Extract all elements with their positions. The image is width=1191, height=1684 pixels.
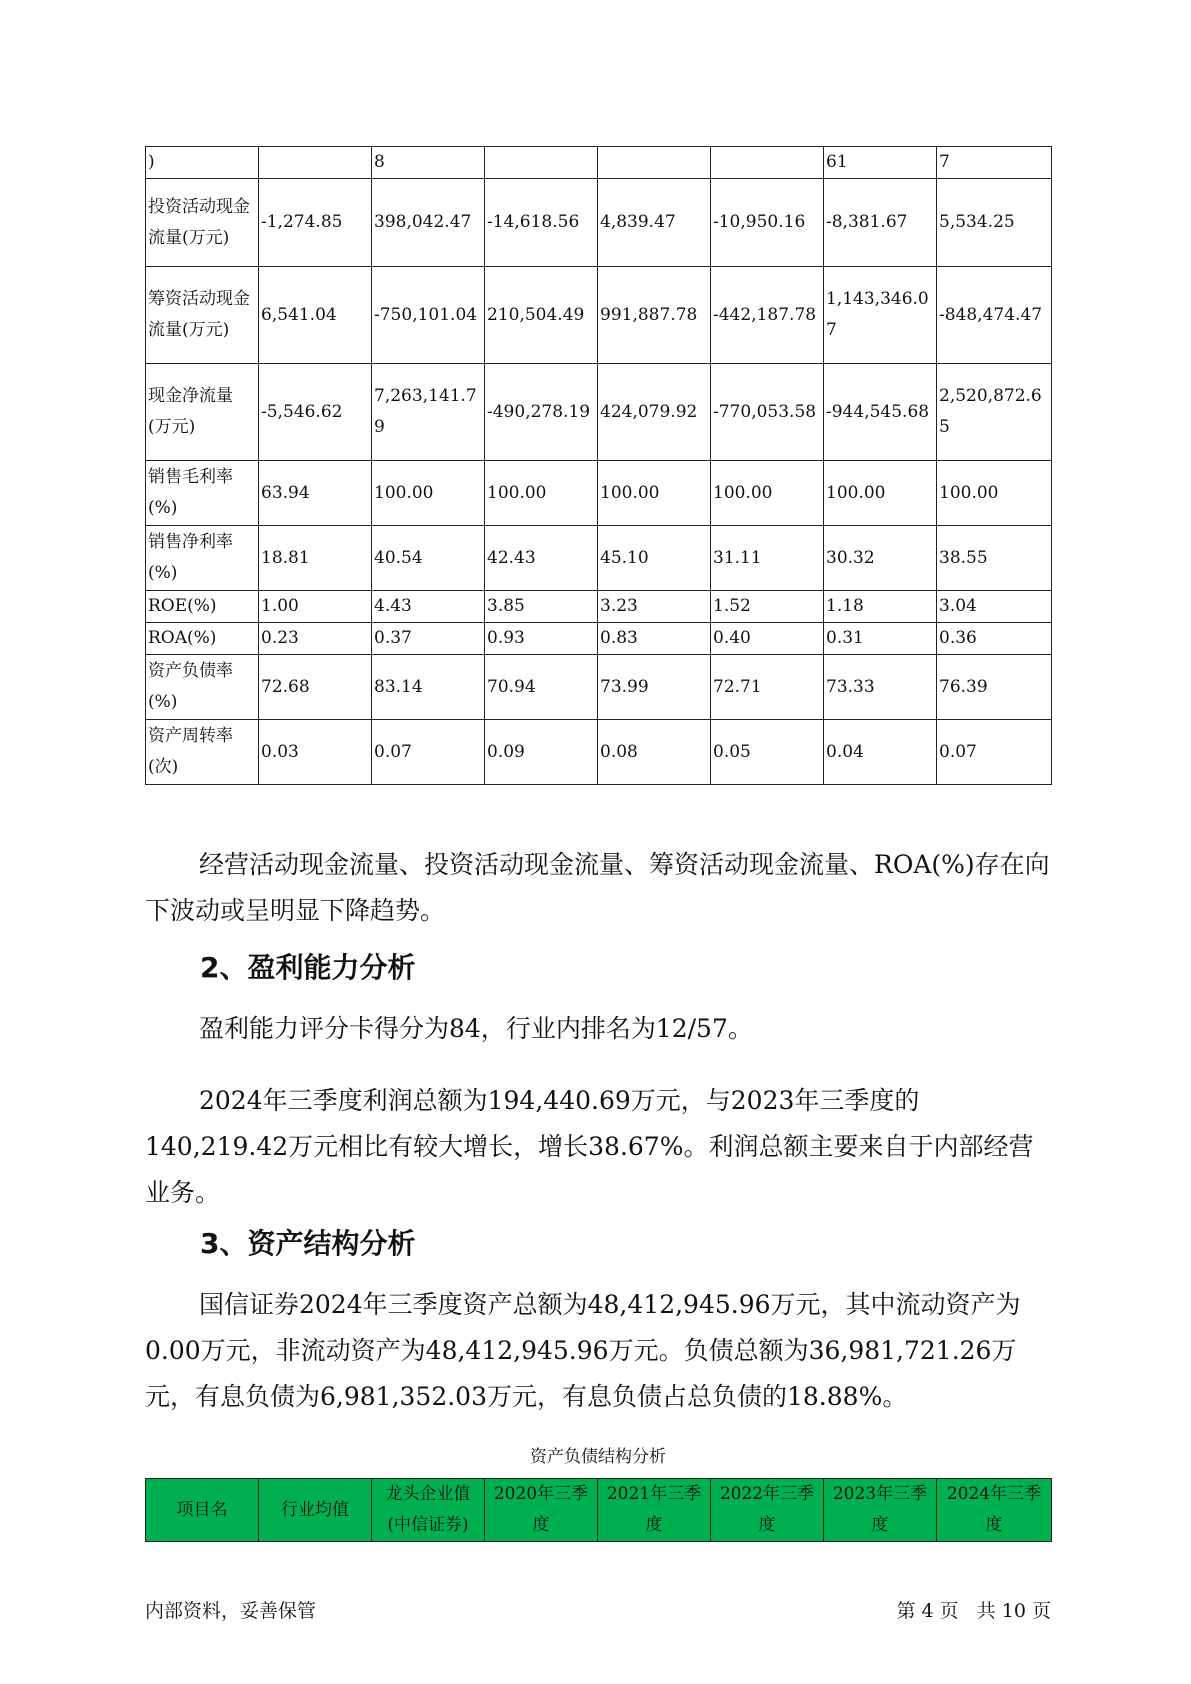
table-cell: -944,545.68 [824,364,937,461]
table-row [146,591,1052,623]
table-cell: 0.37 [372,623,485,655]
table-cell: 1.00 [259,591,372,623]
table-row [146,461,1052,526]
row-label: 资产周转率(次) [146,720,259,785]
table-cell: 76.39 [937,655,1052,720]
table-cell: 100.00 [824,461,937,526]
table-cell: -848,474.47 [937,267,1052,364]
table-cell: 38.55 [937,526,1052,591]
heading-asset-structure: 3、资产结构分析 [200,1227,416,1260]
table-cell: 72.71 [711,655,824,720]
heading-profitability: 2、盈利能力分析 [200,951,416,984]
table-cell: 0.07 [372,720,485,785]
header-cell: 2023年三季度 [824,1479,937,1542]
table-cell: 398,042.47 [372,179,485,267]
table-cell: 0.08 [598,720,711,785]
paragraph-trend: 经营活动现金流量、投资活动现金流量、筹资活动现金流量、ROA(%)存在向下波动或呈明显下降趋势。 [145,850,1050,925]
table-cell: 100.00 [372,461,485,526]
table-cell: 1.52 [711,591,824,623]
table-row [146,179,1052,267]
table-cell: -770,053.58 [711,364,824,461]
table-cell: -1,274.85 [259,179,372,267]
row-label: ) [146,147,259,179]
table-cell: -490,278.19 [485,364,598,461]
table-cell [485,147,598,179]
row-label: 销售净利率(%) [146,526,259,591]
row-label: ROE(%) [146,591,259,623]
table-cell: 0.04 [824,720,937,785]
table-cell [711,147,824,179]
header-cell: 2021年三季度 [598,1479,711,1542]
table-cell: 100.00 [937,461,1052,526]
footer-page-number: 第 4 页 共 10 页 [896,1600,1051,1622]
row-label: 投资活动现金流量(万元) [146,179,259,267]
row-label: 筹资活动现金流量(万元) [146,267,259,364]
row-label: ROA(%) [146,623,259,655]
table-row [146,720,1052,785]
table-cell: 0.83 [598,623,711,655]
table-cell: 0.31 [824,623,937,655]
table-cell [259,147,372,179]
row-label: 销售毛利率(%) [146,461,259,526]
table-cell: 30.32 [824,526,937,591]
table-cell: 7 [937,147,1052,179]
paragraph-assets: 国信证券2024年三季度资产总额为48,412,945.96万元，其中流动资产为0.00万元，非流动资产为48,412,945.96万元。负债总额为36,981,721.26万元，有息负债为6,981,352.03万元，有息负债占总负债的18.88%。 [145,1290,1021,1411]
row-label: 现金净流量(万元) [146,364,259,461]
table-cell: -5,546.62 [259,364,372,461]
footer-confidential: 内部资料，妥善保管 [145,1600,317,1622]
financial-ratio-table [145,146,1052,785]
table-cell: 0.07 [937,720,1052,785]
header-cell: 2024年三季度 [937,1479,1052,1542]
table-cell: 0.40 [711,623,824,655]
table-cell: 83.14 [372,655,485,720]
table-cell: 6,541.04 [259,267,372,364]
table-row [146,526,1052,591]
row-label: 资产负债率(%) [146,655,259,720]
header-cell: 项目名 [146,1479,259,1542]
table-cell: 100.00 [598,461,711,526]
header-cell: 龙头企业值(中信证券) [372,1479,485,1542]
table-header-row [146,1479,1052,1542]
table-cell [598,147,711,179]
table-cell: 0.36 [937,623,1052,655]
header-cell: 行业均值 [259,1479,372,1542]
table-cell: -14,618.56 [485,179,598,267]
table-cell: 72.68 [259,655,372,720]
table-row [146,623,1052,655]
table-caption: 资产负债结构分析 [530,1447,666,1467]
table-cell: 991,887.78 [598,267,711,364]
table-cell: -10,950.16 [711,179,824,267]
table-cell: 3.85 [485,591,598,623]
table-row [146,147,1052,179]
table-cell: 1,143,346.07 [824,267,937,364]
paragraph-score: 盈利能力评分卡得分为84，行业内排名为12/57。 [199,1014,753,1043]
table-cell: 70.94 [485,655,598,720]
asset-liability-structure-table [145,1478,1052,1542]
table-cell: 61 [824,147,937,179]
header-cell: 2020年三季度 [485,1479,598,1542]
table-cell: 0.23 [259,623,372,655]
table-row [146,655,1052,720]
table-cell: 100.00 [485,461,598,526]
table-cell: 8 [372,147,485,179]
table-cell: 4,839.47 [598,179,711,267]
table-cell: 0.93 [485,623,598,655]
table-cell: 1.18 [824,591,937,623]
table-cell: 0.09 [485,720,598,785]
paragraph-profit: 2024年三季度利润总额为194,440.69万元，与2023年三季度的140,219.42万元相比有较大增长，增长38.67%。利润总额主要来自于内部经营业务。 [145,1086,1034,1207]
table-cell: 45.10 [598,526,711,591]
table-cell: -750,101.04 [372,267,485,364]
table-cell: 3.23 [598,591,711,623]
table-cell: 40.54 [372,526,485,591]
table-cell: 210,504.49 [485,267,598,364]
table-cell: 7,263,141.79 [372,364,485,461]
table-row [146,364,1052,461]
table-cell: 73.99 [598,655,711,720]
table-cell: 73.33 [824,655,937,720]
table-cell: 424,079.92 [598,364,711,461]
table-cell: 2,520,872.65 [937,364,1052,461]
table-cell: 5,534.25 [937,179,1052,267]
table-cell: 63.94 [259,461,372,526]
table-cell: 4.43 [372,591,485,623]
table-cell: -8,381.67 [824,179,937,267]
table-cell: 31.11 [711,526,824,591]
table-cell: 0.03 [259,720,372,785]
header-cell: 2022年三季度 [711,1479,824,1542]
table-row [146,267,1052,364]
table-cell: -442,187.78 [711,267,824,364]
table-cell: 100.00 [711,461,824,526]
table-cell: 0.05 [711,720,824,785]
table-cell: 18.81 [259,526,372,591]
table-cell: 42.43 [485,526,598,591]
table-cell: 3.04 [937,591,1052,623]
